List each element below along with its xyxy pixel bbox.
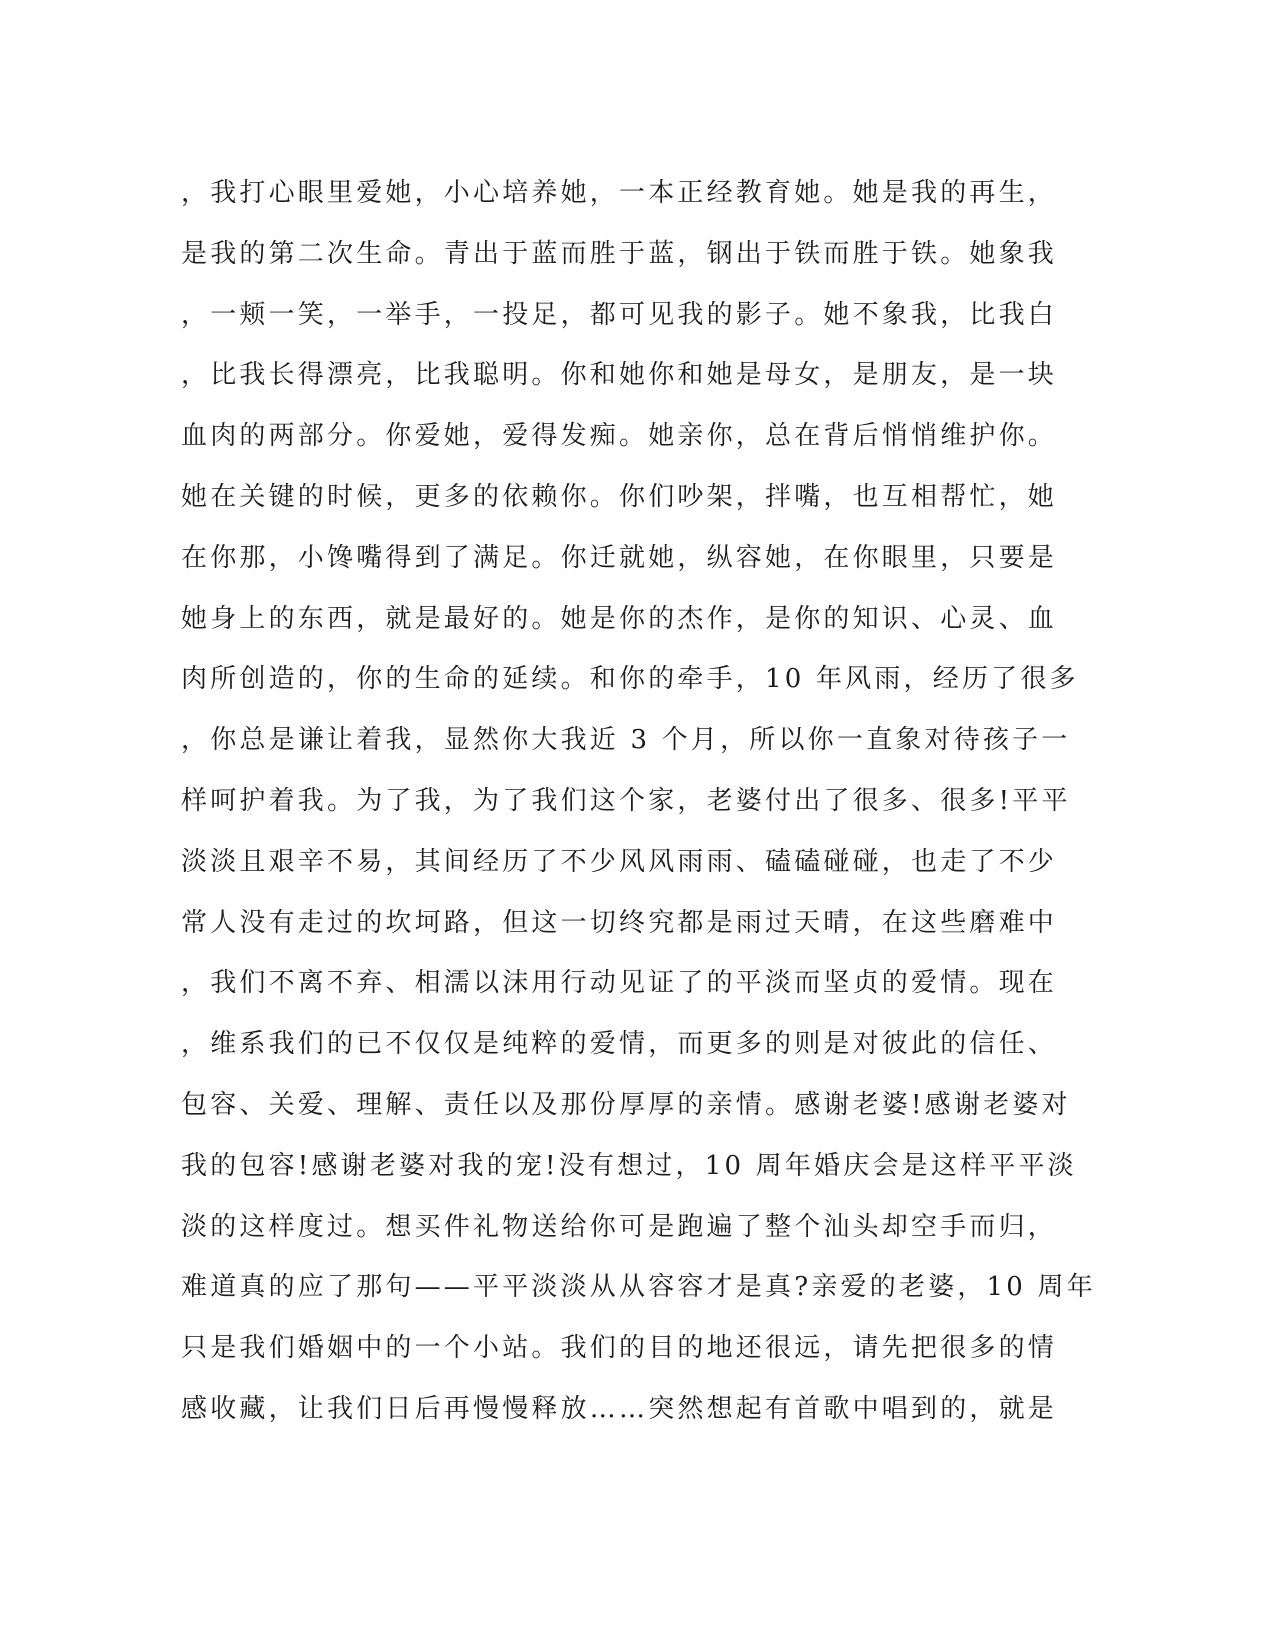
text-line-17: 我的包容!感谢老婆对我的宠!没有想过，10 周年婚庆会是这样平平淡 <box>181 1150 1077 1181</box>
text-line-3: ，一颊一笑，一举手，一投足，都可见我的影子。她不象我，比我白 <box>181 299 1058 330</box>
text-line-21: 感收藏，让我们日后再慢慢释放……突然想起有首歌中唱到的，就是 <box>181 1393 1058 1424</box>
text-line-12: 淡淡且艰辛不易，其间经历了不少风风雨雨、磕磕碰碰，也走了不少 <box>181 846 1058 877</box>
text-line-13: 常人没有走过的坎坷路，但这一切终究都是雨过天晴，在这些磨难中 <box>181 907 1058 938</box>
text-line-11: 样呵护着我。为了我，为了我们这个家，老婆付出了很多、很多!平平 <box>181 785 1071 816</box>
text-line-5: 血肉的两部分。你爱她，爱得发痴。她亲你，总在背后悄悄维护你。 <box>181 421 1058 452</box>
text-line-15: ，维系我们的已不仅仅是纯粹的爱情，而更多的则是对彼此的信任、 <box>181 1029 1058 1060</box>
text-line-14: ，我们不离不弃、相濡以沫用行动见证了的平淡而坚贞的爱情。现在 <box>181 968 1058 999</box>
body-text <box>181 163 1096 1440</box>
text-line-18: 淡的这样度过。想买件礼物送给你可是跑遍了整个汕头却空手而归， <box>181 1211 1058 1242</box>
text-line-10: ，你总是谦让着我，显然你大我近 3 个月，所以你一直象对待孩子一 <box>181 725 1071 756</box>
text-line-16: 包容、关爱、理解、责任以及那份厚厚的亲情。感谢老婆!感谢老婆对 <box>181 1089 1071 1120</box>
text-line-6: 她在关键的时候，更多的依赖你。你们吵架，拌嘴，也互相帮忙，她 <box>181 481 1058 512</box>
text-line-20: 只是我们婚姻中的一个小站。我们的目的地还很远，请先把很多的情 <box>181 1333 1058 1364</box>
text-line-7: 在你那，小馋嘴得到了满足。你迁就她，纵容她，在你眼里，只要是 <box>181 542 1058 573</box>
text-line-19: 难道真的应了那句——平平淡淡从从容容才是真?亲爱的老婆，10 周年 <box>181 1272 1096 1303</box>
text-line-8: 她身上的东西，就是最好的。她是你的杰作，是你的知识、心灵、血 <box>181 603 1058 634</box>
text-line-2: 是我的第二次生命。青出于蓝而胜于蓝，钢出于铁而胜于铁。她象我 <box>181 238 1058 269</box>
text-line-9: 肉所创造的，你的生命的延续。和你的牵手，10 年风雨，经历了很多 <box>181 664 1079 695</box>
text-line-1: ，我打心眼里爱她，小心培养她，一本正经教育她。她是我的再生， <box>181 178 1058 208</box>
text-line-4: ，比我长得漂亮，比我聪明。你和她你和她是母女，是朋友，是一块 <box>181 360 1058 391</box>
